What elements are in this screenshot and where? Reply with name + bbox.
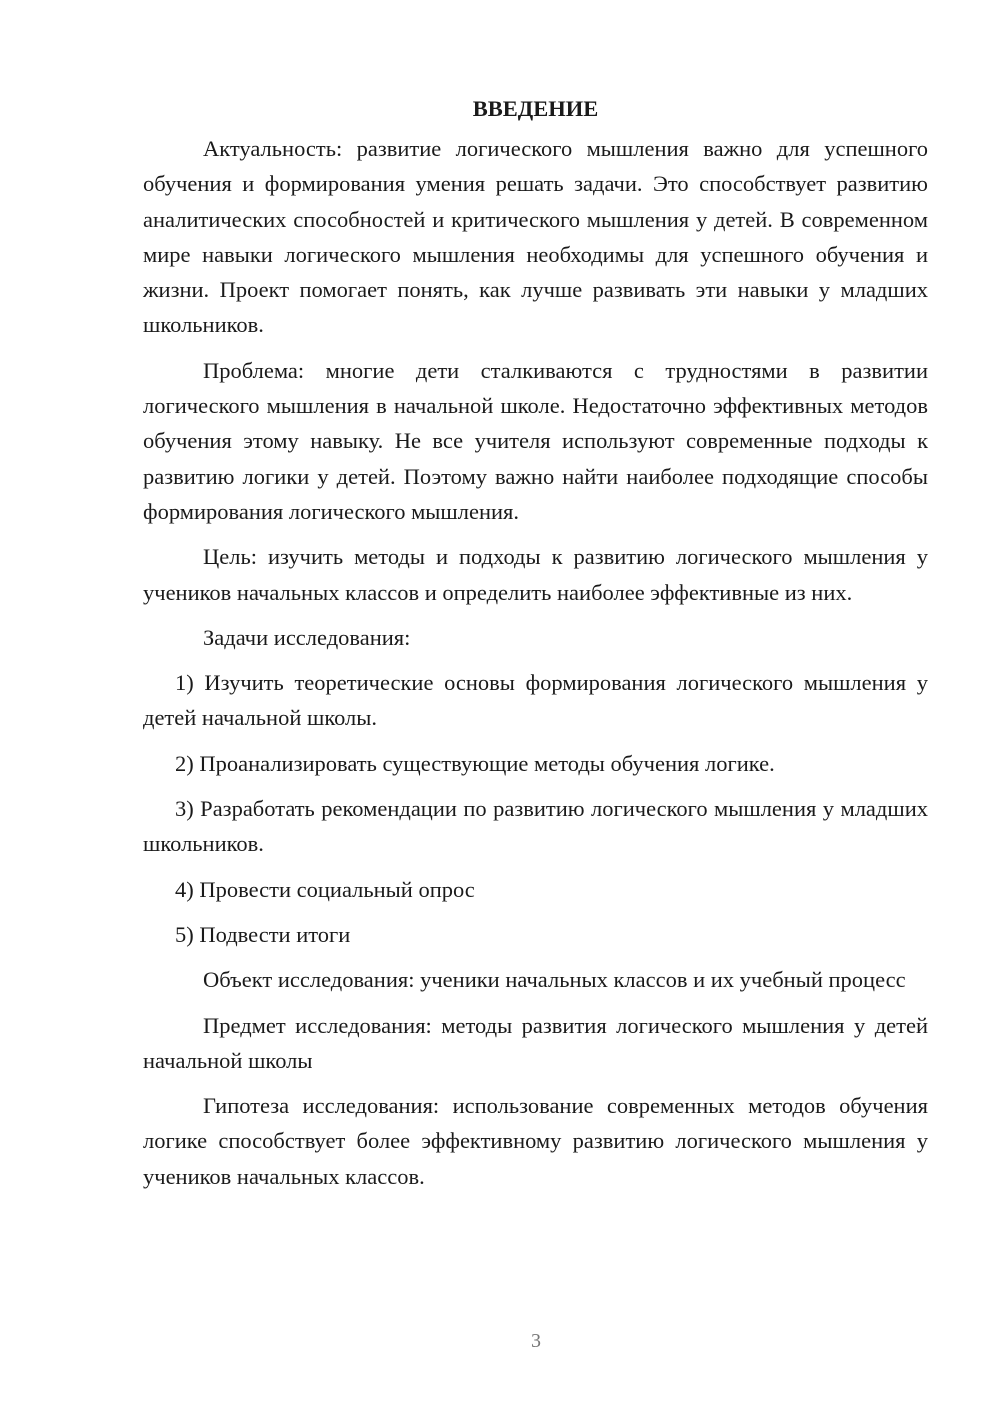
paragraph-problem: Проблема: многие дети сталкиваются с трудностями в развитии логического мышления в начальной школе. Недостаточно эффективных методов обучения этому навыку. Не все учителя используют современные подходы к развитию логики у детей. Поэтому важно найти наиболее подходящие способы формирования логического мышления. <box>143 357 928 524</box>
page-title: ВВЕДЕНИЕ <box>472 96 599 121</box>
page-number: 3 <box>531 1330 541 1352</box>
list-item: 3) Разработать рекомендации по развитию логического мышления у младших школьников. <box>143 796 928 857</box>
tasks-heading: Задачи исследования: <box>203 624 411 650</box>
tasks-list <box>143 665 928 952</box>
paragraph-object: Объект исследования: ученики начальных классов и их учебный процесс <box>203 967 906 993</box>
list-item: 1) Изучить теоретические основы формирования логического мышления у детей начальной школы. <box>143 670 928 731</box>
list-item: 4) Провести социальный опрос <box>175 876 475 902</box>
list-item: 2) Проанализировать существующие методы обучения логике. <box>175 750 775 776</box>
paragraph-relevance: Актуальность: развитие логического мышления важно для успешного обучения и формирования умения решать задачи. Это способствует развитию аналитических способностей и критического мышления у детей. В современном мире навыки логического мышления необходимы для успешного обучения и жизни. Проект помогает понять, как лучше развивать эти навыки у младших школьников. <box>143 136 928 338</box>
list-item: 5) Подвести итоги <box>175 921 351 947</box>
paragraph-goal: Цель: изучить методы и подходы к развитию логического мышления у учеников начальных классов и определить наиболее эффективные из них. <box>143 544 928 605</box>
page-content <box>143 90 928 1204</box>
paragraph-subject: Предмет исследования: методы развития логического мышления у детей начальной школы <box>143 1012 928 1073</box>
paragraph-hypothesis: Гипотеза исследования: использование современных методов обучения логике способствует более эффективному развитию логического мышления у учеников начальных классов. <box>143 1093 928 1189</box>
